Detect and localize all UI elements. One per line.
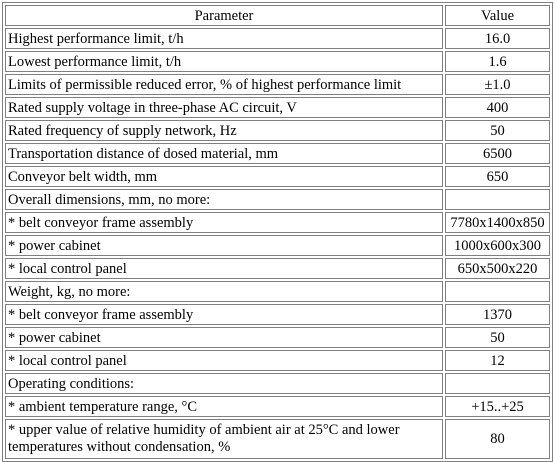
- parameter-cell: * power cabinet: [5, 327, 443, 348]
- parameter-column-header: Parameter: [5, 5, 443, 26]
- value-cell: 80: [445, 419, 550, 459]
- parameter-cell: * ambient temperature range, °C: [5, 396, 443, 417]
- table-body: [5, 28, 550, 459]
- table-row: [5, 51, 550, 72]
- parameter-cell: Rated frequency of supply network, Hz: [5, 120, 443, 141]
- value-cell: [445, 373, 550, 394]
- value-cell: [445, 189, 550, 210]
- parameters-table: [2, 2, 553, 462]
- section-heading-cell: Operating conditions:: [5, 373, 443, 394]
- value-cell: [445, 281, 550, 302]
- table-row: [5, 258, 550, 279]
- value-cell: 1000x600x300: [445, 235, 550, 256]
- parameter-cell: * local control panel: [5, 258, 443, 279]
- parameter-cell: * local control panel: [5, 350, 443, 371]
- parameter-cell: Limits of permissible reduced error, % of highest performance limit: [5, 74, 443, 95]
- parameter-cell: Rated supply voltage in three-phase AC circuit, V: [5, 97, 443, 118]
- table-section-row: [5, 373, 550, 394]
- value-cell: ±1.0: [445, 74, 550, 95]
- section-heading-cell: Weight, kg, no more:: [5, 281, 443, 302]
- table-row: [5, 419, 550, 459]
- parameter-cell: Lowest performance limit, t/h: [5, 51, 443, 72]
- table-row: [5, 143, 550, 164]
- table-section-row: [5, 281, 550, 302]
- value-cell: 1370: [445, 304, 550, 325]
- parameter-cell: Transportation distance of dosed material, mm: [5, 143, 443, 164]
- table-row: [5, 74, 550, 95]
- value-cell: +15..+25: [445, 396, 550, 417]
- table-row: [5, 166, 550, 187]
- table-row: [5, 120, 550, 141]
- value-cell: 1.6: [445, 51, 550, 72]
- table-row: [5, 235, 550, 256]
- parameter-cell: * upper value of relative humidity of ambient air at 25°C and lower temperatures without condensation, %: [5, 419, 443, 459]
- table-row: [5, 396, 550, 417]
- value-cell: 12: [445, 350, 550, 371]
- value-cell: 50: [445, 327, 550, 348]
- parameter-cell: Conveyor belt width, mm: [5, 166, 443, 187]
- table-row: [5, 28, 550, 49]
- value-cell: 7780x1400x850: [445, 212, 550, 233]
- table-section-row: [5, 189, 550, 210]
- value-cell: 400: [445, 97, 550, 118]
- table-row: [5, 350, 550, 371]
- parameter-cell: * power cabinet: [5, 235, 443, 256]
- section-heading-cell: Overall dimensions, mm, no more:: [5, 189, 443, 210]
- value-cell: 650x500x220: [445, 258, 550, 279]
- parameter-cell: * belt conveyor frame assembly: [5, 304, 443, 325]
- table-header-row: [5, 5, 550, 26]
- table-row: [5, 97, 550, 118]
- table-row: [5, 327, 550, 348]
- parameter-cell: * belt conveyor frame assembly: [5, 212, 443, 233]
- table-row: [5, 212, 550, 233]
- value-cell: 50: [445, 120, 550, 141]
- value-cell: 6500: [445, 143, 550, 164]
- value-cell: 650: [445, 166, 550, 187]
- value-column-header: Value: [445, 5, 550, 26]
- parameter-cell: Highest performance limit, t/h: [5, 28, 443, 49]
- value-cell: 16.0: [445, 28, 550, 49]
- table-row: [5, 304, 550, 325]
